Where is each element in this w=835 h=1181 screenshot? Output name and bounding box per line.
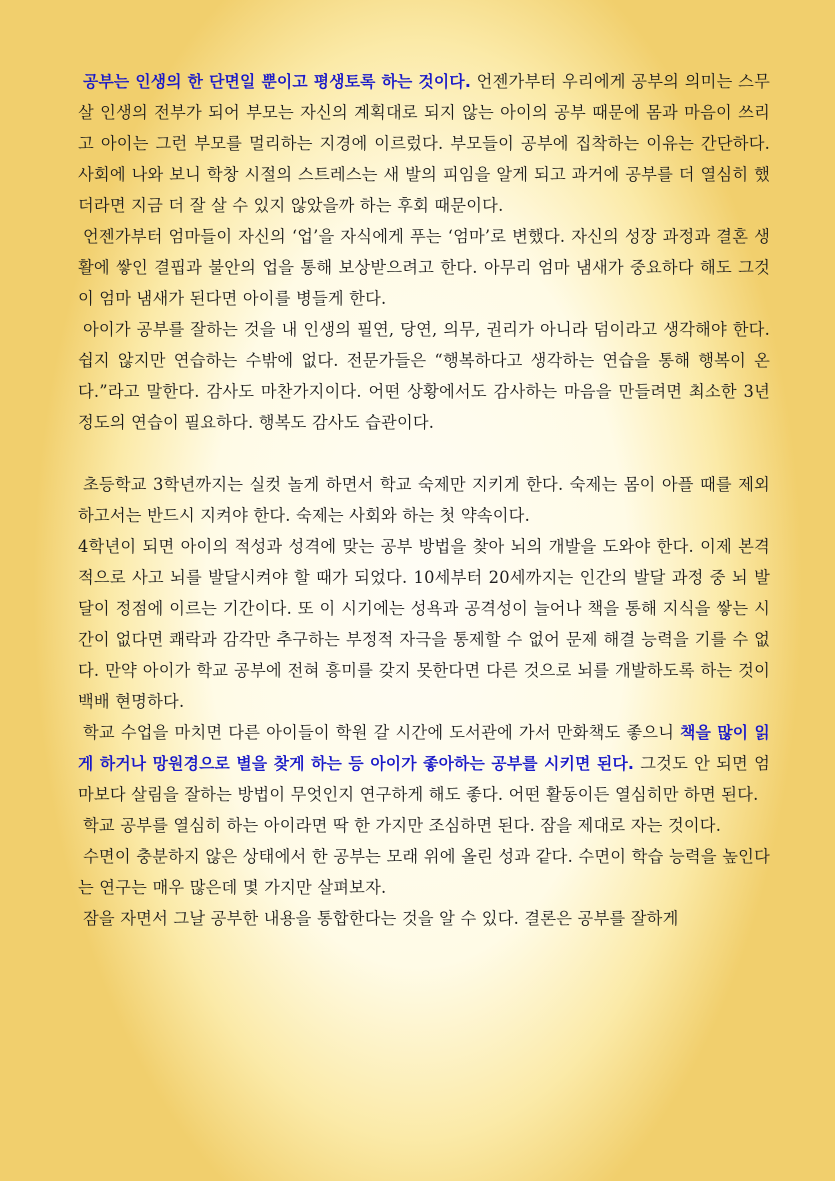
paragraph-sleep-integration: 잠을 자면서 그날 공부한 내용을 통합한다는 것을 알 수 있다. 결론은 공부를 잘하게 xyxy=(83,909,679,928)
paragraph-text: 그것도 안 되면 엄마보다 살림을 잘하는 방법이 무엇인지 연구하게 해도 좋다. 어떤 활동이든 열심히만 하면 된다. xyxy=(78,754,770,804)
paragraph-elementary-homework: 초등학교 3학년까지는 실컷 놀게 하면서 학교 숙제만 지키게 한다. 숙제는 몸이 아플 때를 제외하고서는 반드시 지켜야 한다. 숙제는 사회와 하는 첫 약속이다. xyxy=(78,475,770,525)
paragraph-text: 학교 수업을 마치면 다른 아이들이 학원 갈 시간에 도서관에 가서 만화책도 좋으니 xyxy=(83,723,681,742)
paragraph-spacer xyxy=(78,438,770,469)
highlight-text: 공부는 인생의 한 단면일 뿐이고 평생토록 하는 것이다. xyxy=(83,72,472,91)
paragraph-after-school xyxy=(78,717,770,810)
paragraph-happiness-practice: 아이가 공부를 잘하는 것을 내 인생의 필연, 당연, 의무, 권리가 아니라 덤이라고 생각해야 한다. 쉽지 않지만 연습하는 수밖에 없다. 전문가들은 “행복하다고 생각하는 연습을 통해 행복이 온다.”라고 말한다. 감사도 마찬가지이다. 어떤 상황에서도 감사하는 마음을 만들려면 최소한 3년 정도의 연습이 필요하다. 행복도 감사도 습관이다. xyxy=(78,320,770,432)
paragraph-mothers-karma: 언젠가부터 엄마들이 자신의 ‘업’을 자식에게 푸는 ‘엄마’로 변했다. 자신의 성장 과정과 결혼 생활에 쌓인 결핍과 불안의 업을 통해 보상받으려고 한다. 아무리 엄마 냄새가 중요하다 해도 그것이 엄마 냄새가 된다면 아이를 병들게 한다. xyxy=(78,227,770,308)
paragraph-intro xyxy=(78,66,770,221)
paragraph-sleep-caution: 학교 공부를 열심히 하는 아이라면 딱 한 가지만 조심하면 된다. 잠을 제대로 자는 것이다. xyxy=(83,816,722,835)
paragraph-text: 언젠가부터 우리에게 공부의 의미는 스무 살 인생의 전부가 되어 부모는 자신의 계획대로 되지 않는 아이의 공부 때문에 몸과 마음이 쓰리고 아이는 그런 부모를 멀리하는 지경에 이르렀다. 부모들이 공부에 집착하는 이유는 간단하다. 사회에 나와 보니 학창 시절의 스트레스는 새 발의 피임을 알게 되고 과거에 공부를 더 열심히 했더라면 지금 더 잘 살 수 있지 않았을까 하는 후회 때문이다. xyxy=(78,72,770,215)
highlight-text: 책을 많이 읽게 하거나 망원경으로 별을 찾게 하는 등 아이가 좋아하는 공부를 시키면 된다. xyxy=(78,723,771,773)
paragraph-sleep-research: 수면이 충분하지 않은 상태에서 한 공부는 모래 위에 올린 성과 같다. 수면이 학습 능력을 높인다는 연구는 매우 많은데 몇 가지만 살펴보자. xyxy=(78,847,770,897)
document-body xyxy=(78,66,770,934)
paragraph-fourth-grade: 4학년이 되면 아이의 적성과 성격에 맞는 공부 방법을 찾아 뇌의 개발을 도와야 한다. 이제 본격적으로 사고 뇌를 발달시켜야 할 때가 되었다. 10세부터 20세까지는 인간의 발달 과정 중 뇌 발달이 정점에 이르는 기간이다. 또 이 시기에는 성욕과 공격성이 늘어나 책을 통해 지식을 쌓는 시간이 없다면 쾌락과 감각만 추구하는 부정적 자극을 통제할 수 없어 문제 해결 능력을 기를 수 없다. 만약 아이가 학교 공부에 전혀 흥미를 갖지 못한다면 다른 것으로 뇌를 개발하도록 하는 것이 백배 현명하다. xyxy=(78,537,770,711)
